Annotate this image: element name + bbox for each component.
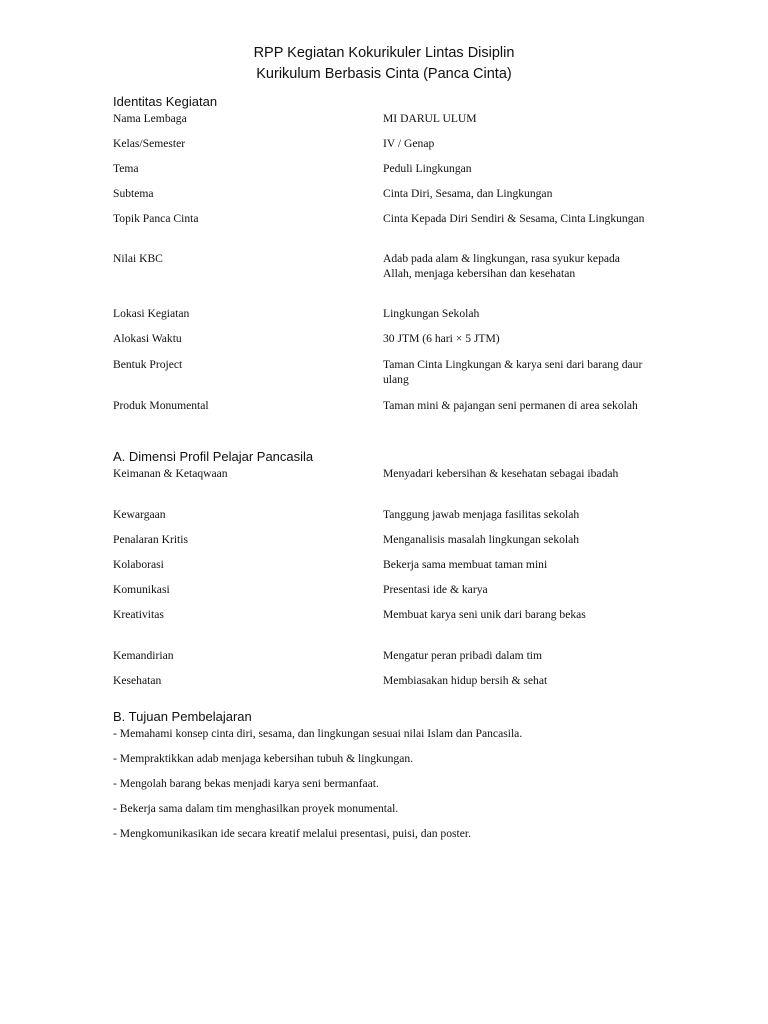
document-title: RPP Kegiatan Kokurikuler Lintas Disiplin <box>253 45 515 61</box>
row-label: Kelas/Semester <box>113 137 186 150</box>
row-label: Nilai KBC <box>113 252 163 265</box>
row-label: Bentuk Project <box>113 358 183 371</box>
row-label: Nama Lembaga <box>113 112 187 125</box>
row-label: Kesehatan <box>113 674 162 687</box>
list-item: - Mempraktikkan adab menjaga kebersihan tubuh & lingkungan. <box>113 752 414 765</box>
row-label: Kolaborasi <box>113 558 164 571</box>
row-label: Tema <box>113 162 139 175</box>
row-value: Taman Cinta Lingkungan & karya seni dari barang daur ulang <box>383 358 643 386</box>
row-value: Tanggung jawab menjaga fasilitas sekolah <box>383 508 580 521</box>
list-item: - Bekerja sama dalam tim menghasilkan proyek monumental. <box>113 802 399 815</box>
section-heading-identitas: Identitas Kegiatan <box>113 94 218 109</box>
list-item: - Mengkomunikasikan ide secara kreatif melalui presentasi, puisi, dan poster. <box>113 827 472 840</box>
row-value: Adab pada alam & lingkungan, rasa syukur kepada Allah, menjaga kebersihan dan kesehatan <box>383 252 620 280</box>
section-heading-tujuan: B. Tujuan Pembelajaran <box>113 709 252 724</box>
row-value: Presentasi ide & karya <box>383 583 488 596</box>
row-value: IV / Genap <box>383 137 435 150</box>
row-value: Mengatur peran pribadi dalam tim <box>383 649 543 662</box>
row-label: Kewargaan <box>113 508 166 521</box>
row-value: Membiasakan hidup bersih & sehat <box>383 674 548 687</box>
row-value: Menyadari kebersihan & kesehatan sebagai ibadah <box>383 467 619 480</box>
row-label: Komunikasi <box>113 583 170 596</box>
row-label: Penalaran Kritis <box>113 533 189 546</box>
row-value: Cinta Diri, Sesama, dan Lingkungan <box>383 187 553 200</box>
document-subtitle: Kurikulum Berbasis Cinta (Panca Cinta) <box>256 66 512 82</box>
row-label: Produk Monumental <box>113 399 209 412</box>
row-value: Lingkungan Sekolah <box>383 307 480 320</box>
row-value: 30 JTM (6 hari × 5 JTM) <box>383 332 500 345</box>
list-item: - Memahami konsep cinta diri, sesama, dan lingkungan sesuai nilai Islam dan Pancasila. <box>113 727 523 740</box>
row-value: Membuat karya seni unik dari barang bekas <box>383 608 586 621</box>
list-item: - Mengolah barang bekas menjadi karya seni bermanfaat. <box>113 777 379 790</box>
row-label: Keimanan & Ketaqwaan <box>113 467 228 480</box>
row-label: Kemandirian <box>113 649 174 662</box>
row-label: Kreativitas <box>113 608 164 621</box>
row-label: Lokasi Kegiatan <box>113 307 190 320</box>
row-value: Bekerja sama membuat taman mini <box>383 558 548 571</box>
row-value: Peduli Lingkungan <box>383 162 472 175</box>
row-value: Cinta Kepada Diri Sendiri & Sesama, Cinta Lingkungan <box>383 212 645 225</box>
row-label: Topik Panca Cinta <box>113 212 199 225</box>
row-value: Taman mini & pajangan seni permanen di area sekolah <box>383 399 638 412</box>
row-value: Menganalisis masalah lingkungan sekolah <box>383 533 580 546</box>
row-value: MI DARUL ULUM <box>383 112 477 125</box>
section-heading-dimensi: A. Dimensi Profil Pelajar Pancasila <box>113 449 314 464</box>
row-label: Subtema <box>113 187 154 200</box>
row-label: Alokasi Waktu <box>113 332 182 345</box>
